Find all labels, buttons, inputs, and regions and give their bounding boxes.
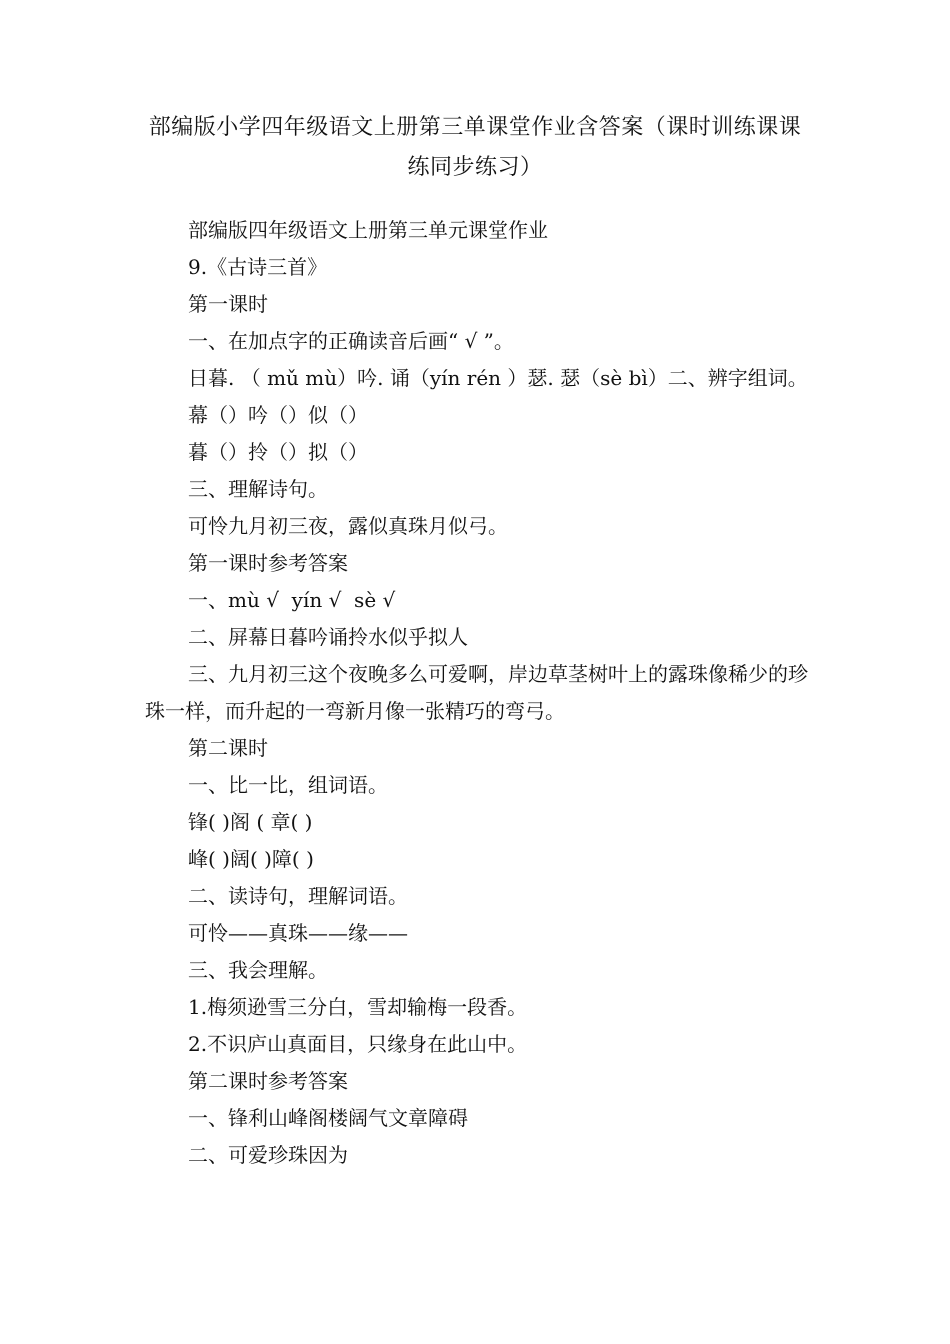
text-line: 一、在加点字的正确读音后画“ √ ”。 [188,329,514,353]
text-line: 第一课时参考答案 [188,551,348,575]
text-line: 二、可爱珍珠因为 [188,1143,348,1167]
text-line: 1.梅须逊雪三分白，雪却输梅一段香。 [188,995,528,1019]
document-body [145,212,810,1174]
text-line: 二、读诗句，理解词语。 [188,884,408,908]
text-line: 第二课时 [188,736,268,760]
text-line: 2.不识庐山真面目，只缘身在此山中。 [188,1032,528,1056]
text-line: 可怜九月初三夜，露似真珠月似弓。 [188,514,508,538]
text-line: 三、九月初三这个夜晚多么可爱啊，岸边草茎树叶上的露珠像稀少的珍珠一样，而升起的一弯新月像一张精巧的弯弓。 [145,662,808,723]
text-line: 二、屏幕日暮吟诵拎水似乎拟人 [188,625,468,649]
text-line: 暮（）拎（）拟（） [188,440,368,464]
text-line: 三、我会理解。 [188,958,328,982]
text-line: 一、mù √ yín √ sè √ [188,588,396,612]
text-line: 部编版四年级语文上册第三单元课堂作业 [188,218,548,242]
text-line: 第一课时 [188,292,268,316]
text-line: 幕（）吟（）似（） [188,403,368,427]
document-title: 部编版小学四年级语文上册第三单课堂作业含答案（课时训练课课练同步练习） [148,115,802,180]
text-line: 9.《古诗三首》 [188,255,328,279]
text-line: 可怜——真珠——缘—— [188,921,408,945]
text-line: 峰( )阔( )障( ) [188,847,314,871]
text-line: 三、理解诗句。 [188,477,328,501]
text-line: 一、比一比，组词语。 [188,773,388,797]
text-line: 第二课时参考答案 [188,1069,348,1093]
text-line: 一、锋利山峰阁楼阔气文章障碍 [188,1106,468,1130]
text-line: 锋( )阁 ( 章( ) [188,810,313,834]
text-line: 日暮. （ mǔ mù）吟. 诵（yín rén ）瑟. 瑟（sè bì）二、辨字组词。 [188,366,808,390]
